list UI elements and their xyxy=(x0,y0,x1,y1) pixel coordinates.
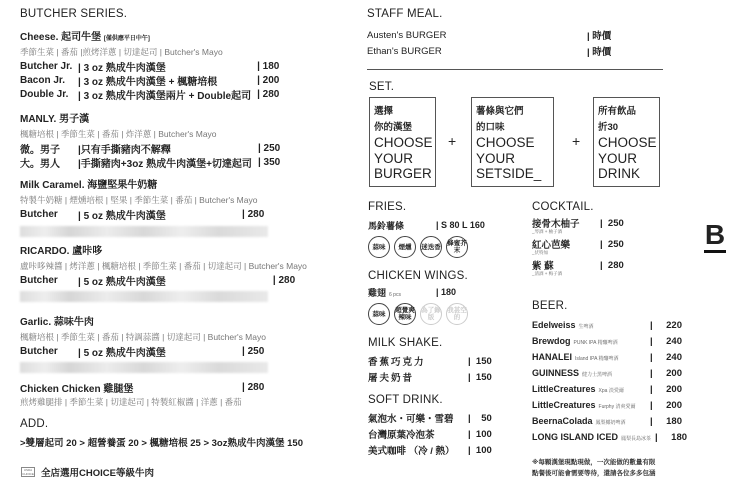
add-ons-line: >雙層起司 20 > 超營養蛋 20 > 楓糖培根 25 > 3oz熟成牛肉漢堡 150 xyxy=(20,438,303,449)
item-price: 200 xyxy=(666,367,682,379)
item-sub: Xpa 淡愛爾 xyxy=(598,388,624,394)
separator: | xyxy=(650,351,653,363)
item-price: | 100 xyxy=(468,444,492,456)
flavor-badge: 我甚空的 xyxy=(446,303,468,325)
section-name: RICARDO. 盧咔哆 xyxy=(20,246,103,257)
item-name: 馬鈴薯條 xyxy=(368,220,405,231)
menu-section-ricardo xyxy=(20,242,307,302)
item-desc: |手撕豬肉+3oz 熟成牛肉漢堡+切達起司 xyxy=(78,158,252,170)
item-price: | 250 xyxy=(600,217,624,229)
item-name: Butcher xyxy=(20,274,58,286)
item-name: Austen's BURGER xyxy=(367,29,447,41)
divider xyxy=(367,69,663,70)
item-sub: _琴酒 + 柚子酒 xyxy=(532,229,563,234)
item-price: 220 xyxy=(666,319,682,331)
item-name: 美式咖啡 （冷 / 熱） xyxy=(368,446,455,457)
item-desc: | 3 oz 熟成牛肉漢堡兩片 + Double起司 xyxy=(78,90,252,102)
item-price: | 280 xyxy=(242,381,265,393)
menu-item xyxy=(20,73,291,87)
item-price: | 時價 xyxy=(587,31,612,42)
box-en: CHOOSE xyxy=(476,135,535,150)
item-price: | 280 xyxy=(600,259,624,271)
item-name: LittleCreatures xyxy=(532,384,596,394)
item-price: 180 xyxy=(671,431,688,443)
section-name: Cheese. 起司牛堡 xyxy=(20,32,102,43)
item-sub: 生啤酒 xyxy=(578,324,594,330)
item-sub: 健力士黑啤酒 xyxy=(582,372,613,378)
item-name: Double Jr. xyxy=(20,88,69,100)
menu-section-manly xyxy=(20,110,292,169)
blurred-line xyxy=(20,362,268,373)
item-desc: | 5 oz 熟成牛肉漢堡 xyxy=(78,276,166,288)
item-price: | 180 xyxy=(436,287,457,297)
item-price: | S 80 L 160 xyxy=(436,220,485,230)
plus-sign: + xyxy=(448,133,457,149)
box-cn: 薯條與它們 xyxy=(476,106,524,117)
flavor-badge: 蒜味 xyxy=(368,303,390,325)
item-name: Brewdog xyxy=(532,336,571,346)
ingredients: 楓糖培根 | 季節生菜 | 番茄 | 特調蒜醬 | 切達起司 | Butcher's Mayo xyxy=(20,332,266,342)
item-price: 200 xyxy=(666,399,682,411)
beer-item xyxy=(532,317,682,333)
set-box-burger xyxy=(369,97,436,187)
flavor-badge: 蜂蜜芥末 xyxy=(446,236,468,258)
wings-flavors xyxy=(368,303,528,325)
set-box-drink xyxy=(593,97,660,187)
separator: | xyxy=(650,399,653,411)
menu-section-garlic xyxy=(20,313,276,373)
item-name: Ethan's BURGER xyxy=(367,45,442,57)
section-name: Garlic. 蒜味牛肉 xyxy=(20,317,94,328)
item-name: 大。男人 xyxy=(20,158,60,170)
separator: | xyxy=(650,319,653,331)
box-en: DRINK xyxy=(598,166,641,181)
flavor-badge: 煙燻 xyxy=(394,236,416,258)
item-sub: 鳳梨長島冰茶 xyxy=(621,436,652,442)
menu-item xyxy=(20,59,291,73)
item-price: | 100 xyxy=(468,428,492,440)
blurred-line xyxy=(20,291,268,302)
menu-item xyxy=(20,87,291,101)
flavor-badge: 超覺爽辣味 xyxy=(394,303,416,325)
usda-choice-badge-icon: USDA CHOICE xyxy=(22,468,34,476)
item-name: Butcher xyxy=(20,208,58,220)
logo-underline xyxy=(704,250,726,253)
item-name: 雞翅 xyxy=(368,287,387,298)
item-name: 紫 蘇 xyxy=(532,261,554,272)
set-title: SET. xyxy=(369,81,395,93)
menu-section-chicken xyxy=(20,380,276,408)
drinks-column xyxy=(532,201,688,479)
item-name: 接骨木柚子 xyxy=(532,219,580,230)
item-price: | 150 xyxy=(468,355,492,367)
soft-drink-title: SOFT DRINK. xyxy=(368,394,443,406)
sides-column xyxy=(368,201,528,458)
box-en: YOUR xyxy=(374,150,414,166)
section-name: Milk Caramel. 海鹽堅果牛奶糖 xyxy=(20,180,158,191)
beer-item xyxy=(532,365,682,381)
plus-sign: + xyxy=(572,133,581,149)
section-name: MANLY. 男子漢 xyxy=(20,114,90,125)
fries-title: FRIES. xyxy=(368,201,407,213)
add-title: ADD. xyxy=(20,418,49,430)
item-desc: |只有手撕豬肉不解釋 xyxy=(78,144,171,156)
ingredients: 煎烤雞腿排 | 季節生菜 | 切達起司 | 特製紅椒醬 | 洋蔥 | 番茄 xyxy=(20,397,242,407)
menu-section-milk-caramel xyxy=(20,176,276,237)
separator: | xyxy=(650,335,653,347)
beer-item xyxy=(532,429,688,445)
item-desc: | 3 oz 熟成牛肉漢堡 xyxy=(78,62,166,74)
separator: | xyxy=(655,431,658,443)
beer-title: BEER. xyxy=(532,300,568,312)
flavor-badge: 為了錄版 xyxy=(420,303,442,325)
item-price: | 180 xyxy=(257,60,280,72)
section-note: [僅供應平日中午] xyxy=(103,36,150,42)
menu-item xyxy=(20,141,292,155)
item-price: | 150 xyxy=(468,371,492,383)
box-en: CHOOSE xyxy=(598,135,657,150)
box-en: YOUR xyxy=(598,150,638,166)
item-name: 台灣原葉冷泡茶 xyxy=(368,430,435,441)
item-name: HANALEI xyxy=(532,352,572,362)
beer-list xyxy=(532,317,688,445)
order-note xyxy=(532,457,682,479)
ingredients: 特製牛奶糖 | 煙燻培根 | 堅果 | 季節生菜 | 番茄 | Butcher's Mayo xyxy=(20,195,258,205)
item-price: | 280 xyxy=(272,274,296,286)
item-price: | 250 xyxy=(600,238,624,250)
section-title xyxy=(20,28,291,43)
box-en: BURGER xyxy=(374,166,432,181)
item-name: 香蕉巧克力 xyxy=(368,357,426,368)
staff-meal-list xyxy=(367,27,627,59)
item-name: 氣泡水・可樂・雪碧 xyxy=(368,414,454,425)
butcher-series-title: BUTCHER SERIES. xyxy=(20,8,128,20)
item-name: 屠夫奶昔 xyxy=(368,373,415,384)
item-name: 微。男子 xyxy=(20,144,60,156)
fries-flavors xyxy=(368,236,528,258)
separator: | xyxy=(650,383,653,395)
box-en: YOUR xyxy=(476,150,516,166)
item-name: Edelweiss xyxy=(532,320,576,330)
item-name: BeernaColada xyxy=(532,416,593,426)
item-name: LittleCreatures xyxy=(532,400,596,410)
item-sub: 鳳梨椰奶啤酒 xyxy=(595,420,626,426)
box-cn: 你的漢堡 xyxy=(374,121,413,133)
item-price: | 280 xyxy=(242,208,265,220)
item-sub: _清酒 + 梅子酒 xyxy=(532,271,563,276)
item-price: | 250 xyxy=(242,345,265,357)
item-name: Butcher Jr. xyxy=(20,60,73,72)
separator: | xyxy=(650,367,653,379)
item-name: LONG ISLAND ICED xyxy=(532,432,619,442)
box-cn: 所有飲品 xyxy=(598,106,637,117)
menu-item xyxy=(20,207,276,221)
item-price: | 200 xyxy=(257,74,280,86)
item-sub: 6 pcs xyxy=(389,291,401,298)
menu-item xyxy=(20,155,292,169)
item-name: GUINNESS xyxy=(532,368,580,378)
item-sub: Furphy 清爽愛爾 xyxy=(598,404,636,410)
item-price: | 350 xyxy=(257,156,281,168)
beer-item xyxy=(532,349,682,365)
choice-text: 全店選用CHOICE等級牛肉 xyxy=(41,468,154,479)
box-en: CHOOSE xyxy=(374,135,433,150)
beer-item xyxy=(532,381,682,397)
box-cn: 折30 xyxy=(598,121,619,133)
section-name: Chicken Chicken 雞腿堡 xyxy=(20,383,134,395)
ingredients: 季節生菜 | 番茄 |煎烤洋蔥 | 切達起司 | Butcher's Mayo xyxy=(20,47,223,57)
item-price: 240 xyxy=(666,335,682,347)
choice-note xyxy=(21,465,154,479)
flavor-badge: 蒜味 xyxy=(368,236,390,258)
item-price: | 50 xyxy=(468,412,492,424)
menu-item xyxy=(20,273,307,287)
item-price: 180 xyxy=(666,415,682,427)
box-en: SETSIDE_ xyxy=(476,166,542,181)
ingredients: 盧咔哆辣醬 | 烤洋蔥 | 楓糖培根 | 季節生菜 | 番茄 | 切達起司 | Butcher's Mayo xyxy=(20,261,307,271)
beer-item xyxy=(532,413,682,429)
ingredients: 楓糖培根 | 季節生菜 | 番茄 | 炸洋蔥 | Butcher's Mayo xyxy=(20,129,217,139)
item-desc: | 5 oz 熟成牛肉漢堡 xyxy=(78,347,166,359)
item-name: Butcher xyxy=(20,345,58,357)
item-price: | 時價 xyxy=(587,47,612,58)
item-price: 240 xyxy=(666,351,682,363)
cocktail-title: COCKTAIL. xyxy=(532,201,594,213)
item-sub: Island IPA 精釀啤酒 xyxy=(575,356,619,362)
blurred-line xyxy=(20,226,268,237)
beer-item xyxy=(532,397,682,413)
item-name: 紅心芭樂 xyxy=(532,240,571,251)
logo-letter: B xyxy=(704,219,726,250)
item-sub: _伏特加 xyxy=(532,250,549,255)
item-desc: | 3 oz 熟成牛肉漢堡 + 楓糖培根 xyxy=(78,76,218,88)
item-name: Bacon Jr. xyxy=(20,74,66,86)
box-cn: 選擇 xyxy=(374,106,394,117)
menu-section-cheese xyxy=(20,28,291,101)
note-line: 點餐後可能會需要等待，還請各位多多包涵 xyxy=(532,470,656,477)
flavor-badge: 迷迭香 xyxy=(420,236,442,258)
separator: | xyxy=(650,415,653,427)
staff-meal-title: STAFF MEAL. xyxy=(367,8,443,20)
menu-item xyxy=(20,344,276,358)
item-price: | 250 xyxy=(257,142,281,154)
milk-shake-title: MILK SHAKE. xyxy=(368,337,443,349)
box-cn: 的口味 xyxy=(476,121,505,133)
item-sub: PUNK IPA 精釀啤酒 xyxy=(573,340,618,346)
wings-title: CHICKEN WINGS. xyxy=(368,270,468,282)
item-price: | 280 xyxy=(257,88,280,100)
note-line: ※每顆漢堡現點現做，一次能做的數量有限 xyxy=(532,459,656,466)
item-desc: | 5 oz 熟成牛肉漢堡 xyxy=(78,210,166,222)
brand-logo xyxy=(704,219,726,253)
set-box-side xyxy=(471,97,554,187)
item-price: 200 xyxy=(666,383,682,395)
beer-item xyxy=(532,333,682,349)
